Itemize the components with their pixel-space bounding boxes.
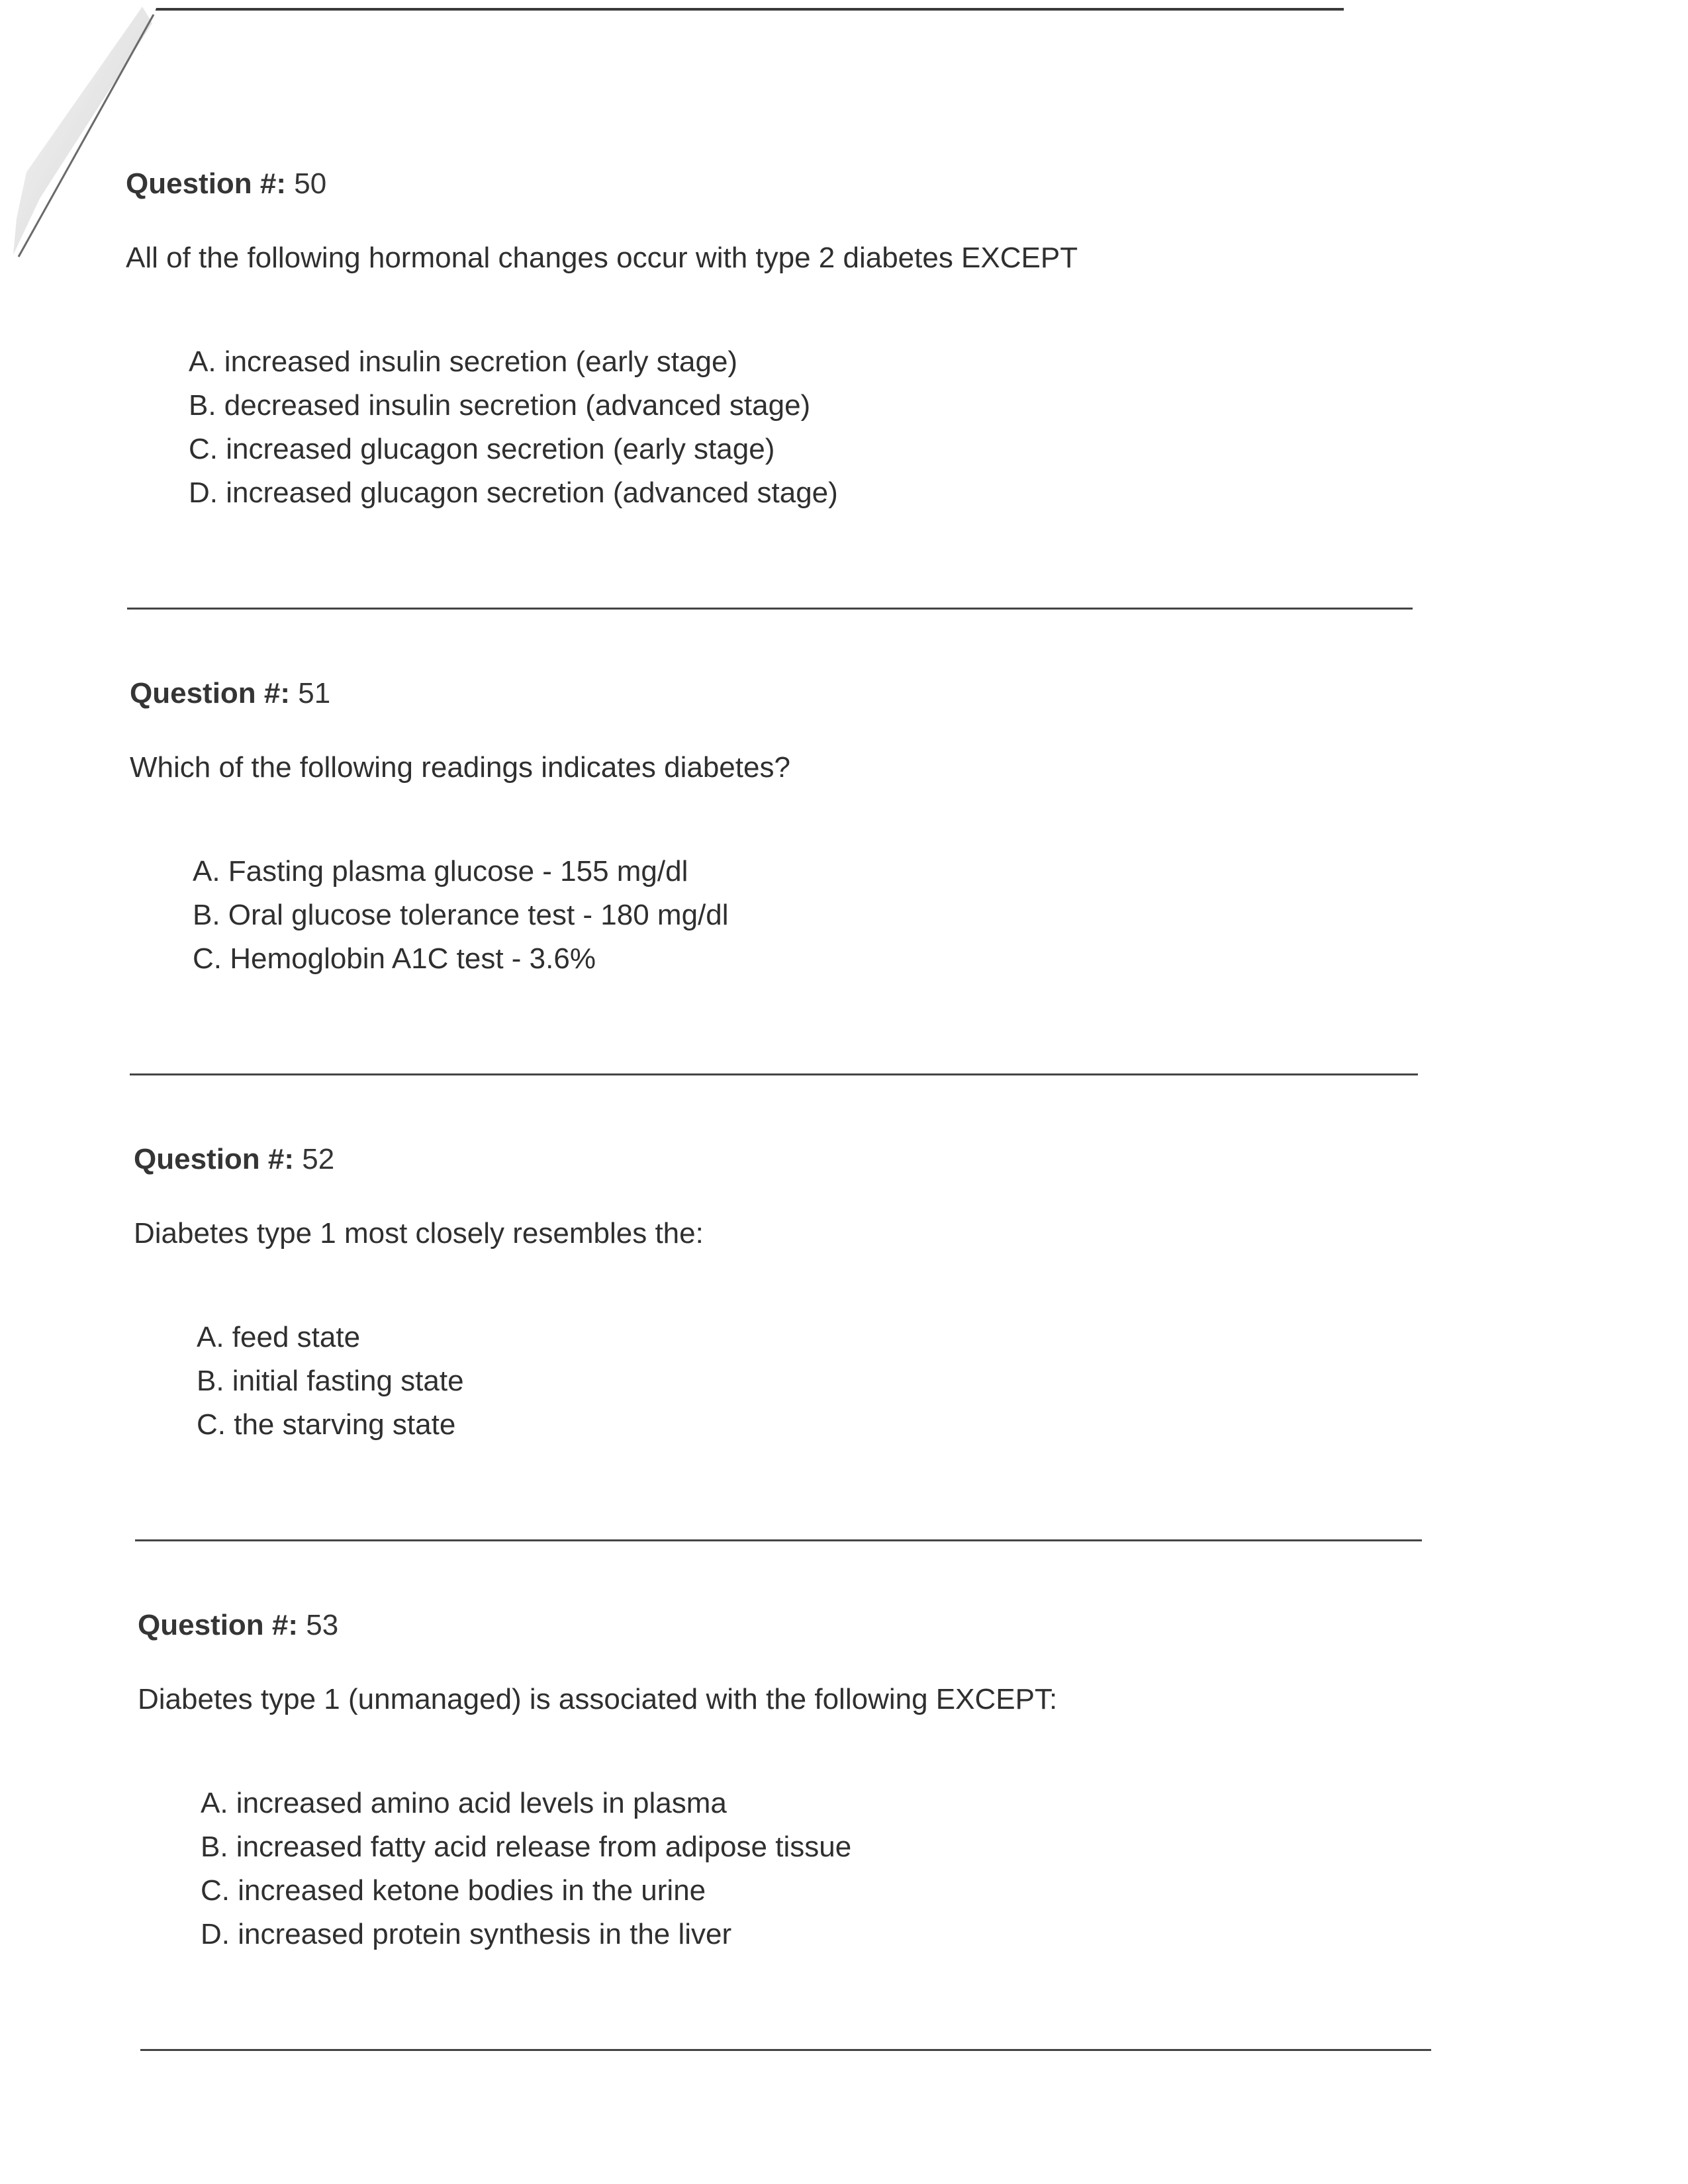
question-prompt: All of the following hormonal changes occur with type 2 diabetes EXCEPT — [126, 242, 1078, 274]
question-heading — [126, 165, 1450, 203]
question-50 — [126, 165, 1450, 515]
answer-option: D. increased protein synthesis in the liver — [201, 1918, 732, 1950]
question-heading — [138, 1607, 1462, 1644]
answer-option: A. increased insulin secretion (early stage) — [189, 345, 738, 378]
question-prompt: Diabetes type 1 (unmanaged) is associated with the following EXCEPT: — [138, 1683, 1058, 1715]
answer-option: C. the starving state — [197, 1408, 456, 1441]
answer-option: A. increased amino acid levels in plasma — [201, 1787, 727, 1819]
question-prompt: Which of the following readings indicates diabetes? — [130, 751, 790, 784]
question-divider — [140, 2049, 1431, 2051]
answer-option: C. increased glucagon secretion (early stage) — [189, 433, 775, 465]
answer-option: B. Oral glucose tolerance test - 180 mg/dl — [193, 899, 729, 931]
answer-option: C. increased ketone bodies in the urine — [201, 1874, 706, 1907]
page-top-edge-line — [152, 8, 1344, 11]
answer-option: B. increased fatty acid release from adipose tissue — [201, 1831, 852, 1863]
question-label: Question #: — [134, 1143, 295, 1175]
answer-options — [197, 1316, 1458, 1447]
question-number: 53 — [306, 1609, 339, 1641]
question-divider — [127, 608, 1413, 610]
question-prompt: Diabetes type 1 most closely resembles the: — [134, 1217, 704, 1250]
question-heading — [130, 675, 1454, 712]
question-label: Question #: — [130, 677, 291, 709]
question-divider — [135, 1539, 1422, 1541]
question-53 — [138, 1607, 1462, 1956]
answer-options — [193, 850, 1454, 981]
question-label: Question #: — [126, 167, 287, 200]
answer-option: B. decreased insulin secretion (advanced stage) — [189, 389, 811, 422]
answer-option: A. feed state — [197, 1321, 361, 1353]
question-number: 50 — [294, 167, 327, 200]
question-number: 51 — [298, 677, 331, 709]
question-divider — [130, 1073, 1418, 1075]
answer-option: C. Hemoglobin A1C test - 3.6% — [193, 942, 596, 975]
question-heading — [134, 1141, 1458, 1178]
answer-option: D. increased glucagon secretion (advanced stage) — [189, 477, 838, 509]
answer-options — [189, 340, 1450, 515]
question-number: 52 — [302, 1143, 335, 1175]
answer-options — [201, 1782, 1462, 1956]
answer-option: A. Fasting plasma glucose - 155 mg/dl — [193, 855, 688, 887]
question-51 — [130, 675, 1454, 981]
question-52 — [134, 1141, 1458, 1447]
answer-option: B. initial fasting state — [197, 1365, 464, 1397]
question-label: Question #: — [138, 1609, 299, 1641]
